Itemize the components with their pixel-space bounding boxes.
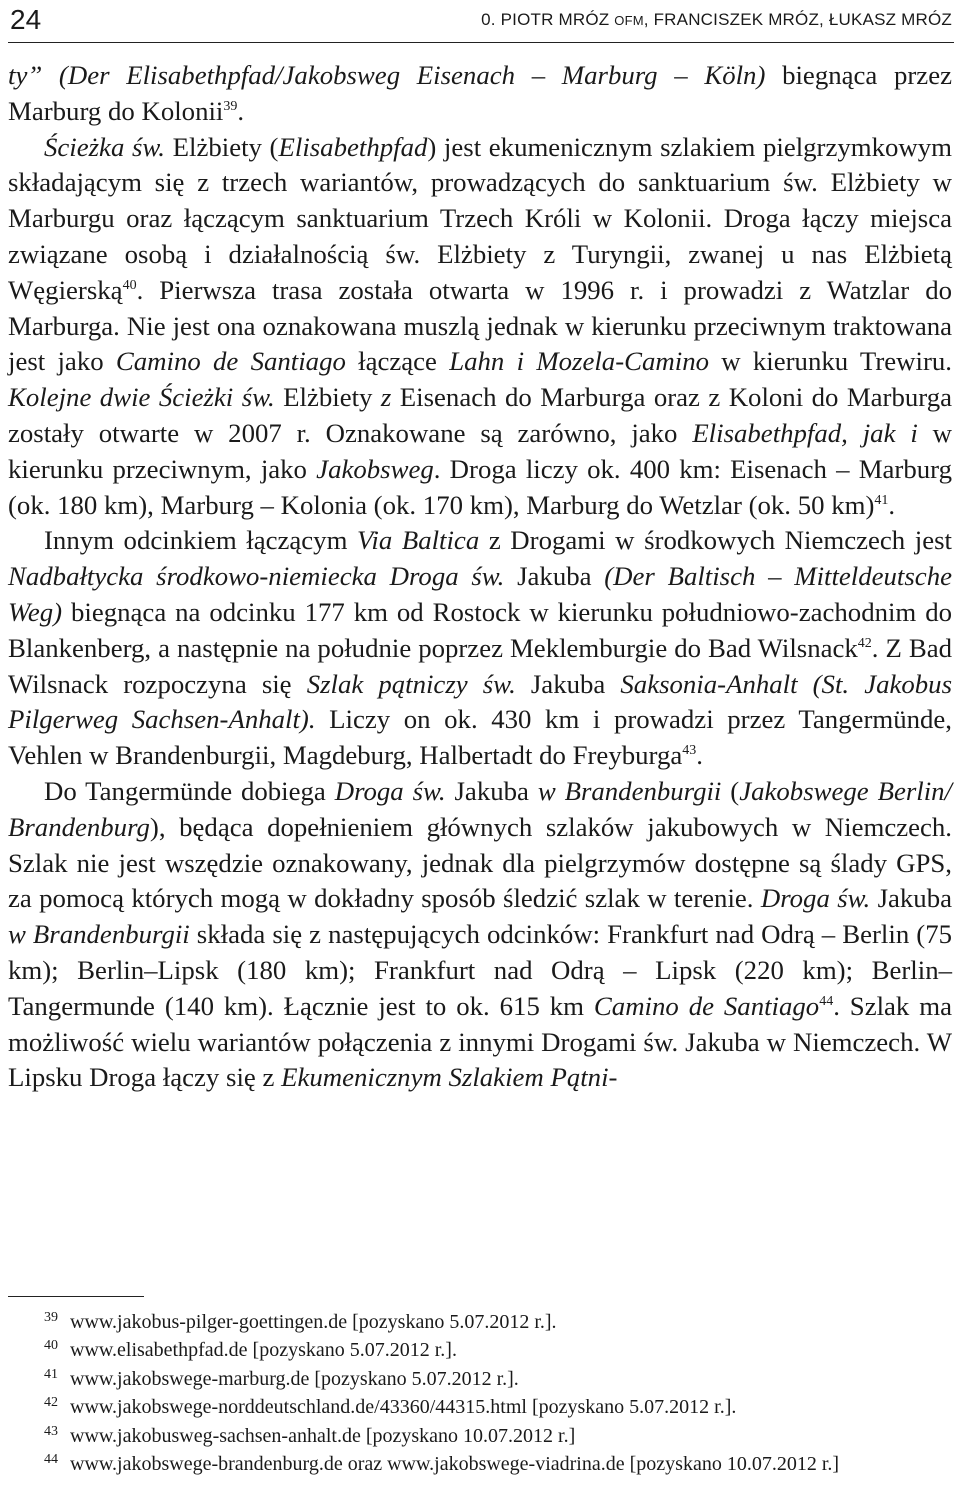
text-span: ), będąca dopełnieniem głównych szlaków jakubowych w Niemczech. Szlak nie jest wszędzie oznakowany, jednak dla pielgrzymów dostępne są ślady GPS, za pomocą których mogą w dokładny sposób śledzić szlak w terenie. <box>8 811 952 914</box>
italic-span: Droga św. <box>760 883 871 914</box>
text-span: Jakuba <box>445 775 538 806</box>
italic-span: Droga św. <box>334 775 446 806</box>
text-span: łączące <box>345 346 450 377</box>
text-span: Jakuba <box>504 561 605 592</box>
text-span: Innym odcinkiem łączącym <box>44 525 358 556</box>
footnote-ref[interactable]: 39 <box>223 98 238 114</box>
footnote-number: 40 <box>44 1338 58 1354</box>
italic-span: Szlak pątniczy św. <box>306 668 516 699</box>
footnote <box>8 1365 952 1393</box>
text-span: Jakuba <box>870 883 952 914</box>
text-span: z Drogami w środkowych Niemczech jest <box>479 525 952 556</box>
authors-part-a: 0. PIOTR MRÓZ <box>481 10 615 29</box>
text-span: ) jest ekumenicznym szlakiem pielgrzymkowym składającym się z trzech wariantów, prowadzących do sanktuarium św. Elżbiety w Marburgu oraz łączącym sanktuarium Trzech Króli w Kolonii. Droga łączy miejsca związane osobą i działalnością św. Elżbiety z Turyngii, zwanej u nas Elżbietą Węgierską <box>8 131 953 305</box>
footnote <box>8 1336 952 1364</box>
running-header <box>8 0 952 40</box>
italic-span: w Brandenburgii <box>8 919 190 950</box>
running-head-authors <box>481 10 952 30</box>
italic-span: Elisabethpfad, jak i <box>692 417 918 448</box>
footnote-separator <box>8 1296 144 1297</box>
italic-span: Camino de Santiago <box>593 990 820 1021</box>
text-span: w kierunku Trewiru. <box>709 346 952 377</box>
italic-span: z <box>380 382 392 413</box>
footnote-number: 42 <box>44 1395 58 1411</box>
italic-span: ty” (Der Elisabethpfad/Jakobsweg Eisenach – Marburg – Köln) <box>8 60 766 90</box>
footnote-text[interactable]: www.jakobswege-norddeutschland.de/43360/44315.html [pozyskano 5.07.2012 r.]. <box>70 1396 737 1419</box>
italic-span: Via Baltica <box>357 525 480 556</box>
main-text <box>8 58 952 1096</box>
italic-span: Jakobswege Berlin/ Brandenburg <box>8 775 953 842</box>
italic-span: Ścieżka św. <box>44 131 173 162</box>
text-span: . Szlak ma możliwość wielu wariantów połączenia z innymi Drogami św. Jakuba w Niemczech. W Lipsku Droga łączy się z <box>8 990 952 1093</box>
text-span: . <box>237 95 245 126</box>
text-span: . Pierwsza trasa została otwarta w 1996 r. i prowadzi z Watzlar do Marburga. Nie jest ona oznakowana muszlą jednak w kierunku przeciwnym traktowana jest jako <box>8 274 952 377</box>
italic-span: Camino de Santiago <box>115 346 346 377</box>
paragraph-1 <box>8 58 952 130</box>
authors-ofm: OFM <box>614 13 644 28</box>
paragraph-4 <box>8 774 952 1096</box>
italic-span: Nadbałtycka środkowo-niemiecka Droga św. <box>8 561 505 592</box>
footnote-ref[interactable]: 44 <box>819 993 834 1009</box>
text-span: Elżbiety <box>274 382 381 413</box>
footnote <box>8 1308 952 1336</box>
footnote-ref[interactable]: 43 <box>682 743 697 759</box>
text-span: Do Tangermünde dobiega <box>44 775 335 806</box>
header-rule <box>8 42 954 43</box>
italic-span: Elisabethpfad <box>278 131 428 162</box>
text-span: biegnąca na odcinku 177 km od Rostock w kierunku południowo-zachodnim do Blankenberg, a następnie na południe poprzez Meklemburgie do Bad Wilsnack <box>8 596 952 663</box>
footnote-text[interactable]: www.jakobusweg-sachsen-anhalt.de [pozyskano 10.07.2012 r.] <box>70 1424 576 1447</box>
text-span: . Z Bad Wilsnack rozpoczyna się <box>8 632 952 699</box>
footnote-ref[interactable]: 40 <box>122 277 137 293</box>
text-span: . <box>888 489 896 520</box>
italic-span: Saksonia-Anhalt (St. Jakobus Pilgerweg Sachsen-Anhalt). <box>8 668 953 735</box>
footnote-number: 44 <box>44 1452 58 1468</box>
italic-span: Lahn i Mozela-Camino <box>449 346 709 377</box>
text-span: Jakuba <box>515 668 621 699</box>
text-span: Liczy on ok. 430 km i prowadzi przez Tangermünde, Vehlen w Brandenburgii, Magdeburg, Halbertadt do Freyburga <box>8 704 953 771</box>
italic-span: Kolejne dwie Ścieżki św. <box>8 382 275 413</box>
text-span: biegnąca przez Marburg do Kolonii <box>8 60 952 126</box>
text-span: . <box>696 740 703 771</box>
footnote-text[interactable]: www.elisabethpfad.de [pozyskano 5.07.2012 r.]. <box>70 1339 457 1362</box>
italic-span: w Brandenburgii <box>537 775 722 806</box>
footnotes <box>8 1308 952 1478</box>
paragraph-3 <box>8 523 952 774</box>
italic-span: Ekumenicznym Szlakiem Pątni- <box>281 1062 618 1093</box>
paragraph-2 <box>8 130 952 524</box>
footnote-text[interactable]: www.jakobswege-marburg.de [pozyskano 5.07.2012 r.]. <box>70 1367 519 1390</box>
italic-span: Jakobsweg <box>316 453 434 484</box>
footnote <box>8 1450 952 1478</box>
footnote-ref[interactable]: 41 <box>874 492 889 508</box>
text-span: Elżbiety ( <box>172 131 279 162</box>
text-span: składa się z następujących odcinków: Frankfurt nad Odrą – Berlin (75 km); Berlin–Lipsk (180 km); Frankfurt nad Odrą – Lipsk (220 km); Berlin–Tangermunde (140 km). Łącznie jest to ok. 615 km <box>8 919 952 1021</box>
footnote-text[interactable]: www.jakobus-pilger-goettingen.de [pozyskano 5.07.2012 r.]. <box>70 1311 557 1333</box>
text-span: . Droga liczy ok. 400 km: Eisenach – Marburg (ok. 180 km), Marburg – Kolonia (ok. 170 km), Marburg do Wetzlar (ok. 50 km) <box>8 453 952 520</box>
footnote-number: 41 <box>44 1366 58 1382</box>
footnote-number: 39 <box>44 1310 58 1325</box>
text-span: ( <box>721 775 740 806</box>
page-number: 24 <box>10 4 42 35</box>
authors-part-b: , FRANCISZEK MRÓZ, ŁUKASZ MRÓZ <box>643 10 952 29</box>
footnote-ref[interactable]: 42 <box>857 635 872 651</box>
footnote <box>8 1393 952 1421</box>
text-span: w kierunku przeciwnym, jako <box>8 417 952 484</box>
footnote-text[interactable]: www.jakobswege-brandenburg.de oraz www.jakobswege-viadrina.de [pozyskano 10.07.2012 r.] <box>70 1453 840 1476</box>
footnote-number: 43 <box>44 1423 58 1439</box>
text-span: Eisenach do Marburga oraz z Koloni do Marburga zostały otwarte w 2007 r. Oznakowane są zarówno, jako <box>8 382 953 448</box>
italic-span: (Der Baltisch – Mitteldeutsche Weg) <box>8 561 952 627</box>
footnote <box>8 1422 952 1450</box>
